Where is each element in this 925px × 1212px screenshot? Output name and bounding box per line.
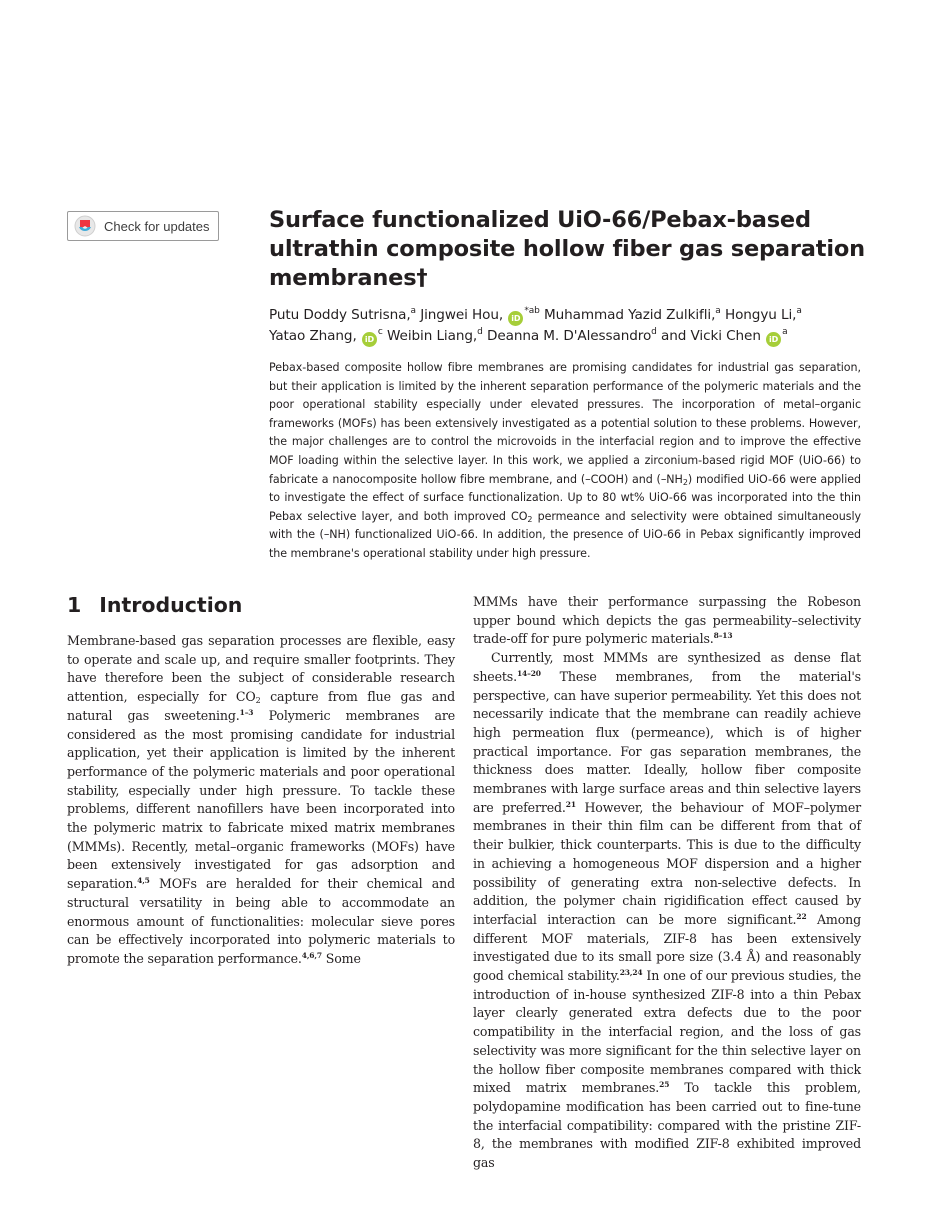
author-affiliation: d bbox=[477, 327, 483, 337]
author-name: Muhammad Yazid Zulkifli, bbox=[544, 307, 716, 323]
author-name: Jingwei Hou, bbox=[420, 307, 504, 323]
abstract: Pebax-based composite hollow fibre membranes are promising candidates for industrial gas separation, but their application is limited by the inherent separation performance of the polymeric materials and the poor operational stability especially under elevated pressures. The incorporation of metal–organic frameworks (MOFs) has been extensively investigated as a potential solution to these problems. However, the major challenges are to control the microvoids in the interfacial region and to improve the effective MOF loading within the selective layer. In this work, we applied a zirconium-based rigid MOF (UiO-66) to fabricate a nanocomposite hollow fibre membrane, and (–COOH) and $(-NH_2)$ modified UiO-66 were applied to investigate the effect of surface functionalization. Up to 80 wt% UiO-66 was incorporated into the thin Pebax selective layer, and both improved $CO_2$ permeance and selectivity were obtained simultaneously with the (–NH) functionalized UiO-66. In addition, the presence of UiO-66 in Pebax significantly improved the membrane's operational stability under high pressure. bbox=[269, 361, 861, 560]
paragraph: Currently, most MMMs are synthesized as dense flat sheets.$^{14-20}$ These membranes, from the material's perspective, can have superior permeability. Yet this does not necessarily indicate that the membrane can readily achieve high permeation flux (permeance), which is of higher practical importance. For gas separation membranes, the thickness does matter. Ideally, hollow fiber composite membranes with large surface areas and thin selective layers are preferred.$^{21}$ However, the behaviour of MOF–polymer membranes in their thin film can be different from that of their bulkier, thick counterparts. This is due to the difficulty in achieving a homogeneous MOF dispersion and a higher possibility of generating extra non-selective defects. In addition, the polymer chain rigidification effect caused by interfacial interaction can be more significant.$^{22}$ Among different MOF materials, ZIF-8 has been extensively investigated due to its small pore size (3.4 Å) and reasonably good chemical stability.$^{23,24}$ In one of our previous studies, the introduction of in-house synthesized ZIF-8 into a thin Pebax layer clearly generated extra defects due to the poor compatibility in the interfacial region, and the loss of gas selectivity was more significant for the thin selective layer on the hollow fiber composite membranes compared with thick mixed matrix membranes.$^{25}$ To tackle this problem, polydopamine modification has been carried out to fine-tune the interfacial compatibility: compared with the pristine ZIF-8, the membranes with modified ZIF-8 exhibited improved gas bbox=[473, 650, 862, 1171]
author-affiliation: c bbox=[377, 327, 383, 337]
citation[interactable]: 1–3 bbox=[239, 707, 254, 717]
author-name: and Vicki Chen bbox=[661, 328, 761, 344]
author-affiliation: a bbox=[715, 306, 721, 316]
section-title: Introduction bbox=[99, 593, 243, 617]
section-heading bbox=[67, 593, 457, 617]
author-affiliation: a bbox=[796, 306, 802, 316]
section-number: 1 bbox=[67, 593, 82, 617]
orcid-icon[interactable]: iD bbox=[362, 332, 377, 347]
author-name: Deanna M. D'Alessandro bbox=[486, 328, 652, 344]
citation[interactable]: 4,5 bbox=[137, 876, 150, 886]
author-affiliation: a bbox=[410, 306, 416, 316]
author-affiliation: d bbox=[651, 327, 657, 337]
citation[interactable]: 25 bbox=[659, 1080, 670, 1090]
author-affiliation: *ab bbox=[524, 306, 540, 316]
citation[interactable]: 4,6,7 bbox=[301, 950, 322, 960]
body-column-right bbox=[473, 593, 861, 1173]
crossmark-icon bbox=[74, 215, 96, 237]
check-for-updates-label: Check for updates bbox=[104, 218, 210, 234]
citation[interactable]: 23,24 bbox=[619, 968, 643, 978]
check-for-updates-badge[interactable] bbox=[67, 211, 219, 241]
author-affiliation: a bbox=[782, 327, 788, 337]
paragraph: MMMs have their performance surpassing the Robeson upper bound which depicts the gas permeability–selectivity trade-off for pure polymeric materials.$^{8-13}$ bbox=[473, 594, 861, 647]
author-name: Hongyu Li, bbox=[724, 307, 797, 323]
orcid-icon[interactable]: iD bbox=[766, 332, 781, 347]
orcid-icon[interactable]: iD bbox=[508, 311, 523, 326]
citation[interactable]: 21 bbox=[565, 799, 576, 809]
citation[interactable]: 22 bbox=[796, 911, 807, 921]
body-column-left bbox=[67, 632, 455, 969]
article-title: Surface functionalized UiO-66/Pebax-based ultrathin composite hollow fiber gas separation membranes† bbox=[269, 207, 865, 291]
author-list bbox=[269, 305, 869, 347]
paragraph: Membrane-based gas separation processes are flexible, easy to operate and scale up, and require smaller footprints. They have therefore been the subject of considerable research attention, especially for $CO_2$ capture from flue gas and natural gas sweetening.$^{1-3}$ Polymeric membranes are considered as the most promising candidate for industrial application, yet their application is limited by the inherent performance of the polymeric materials and poor operational stability, especially under high pressure. To tackle these problems, different nanofillers have been incorporated into the polymeric matrix to fabricate mixed matrix membranes (MMMs). Recently, metal–organic frameworks (MOFs) have been extensively investigated for gas adsorption and separation.$^{4,5}$ MOFs are heralded for their chemical and structural versatility in being able to accommodate an enormous amount of functionalities: molecular sieve pores can be effectively incorporated into polymeric materials to promote the separation performance.$^{4,6,7}$ Some bbox=[67, 633, 455, 966]
author-name: Weibin Liang, bbox=[387, 328, 478, 344]
author-name: Yatao Zhang, bbox=[269, 328, 357, 344]
citation[interactable]: 8–13 bbox=[713, 631, 733, 641]
citation[interactable]: 14–20 bbox=[516, 668, 541, 678]
author-name: Putu Doddy Sutrisna, bbox=[269, 307, 411, 323]
